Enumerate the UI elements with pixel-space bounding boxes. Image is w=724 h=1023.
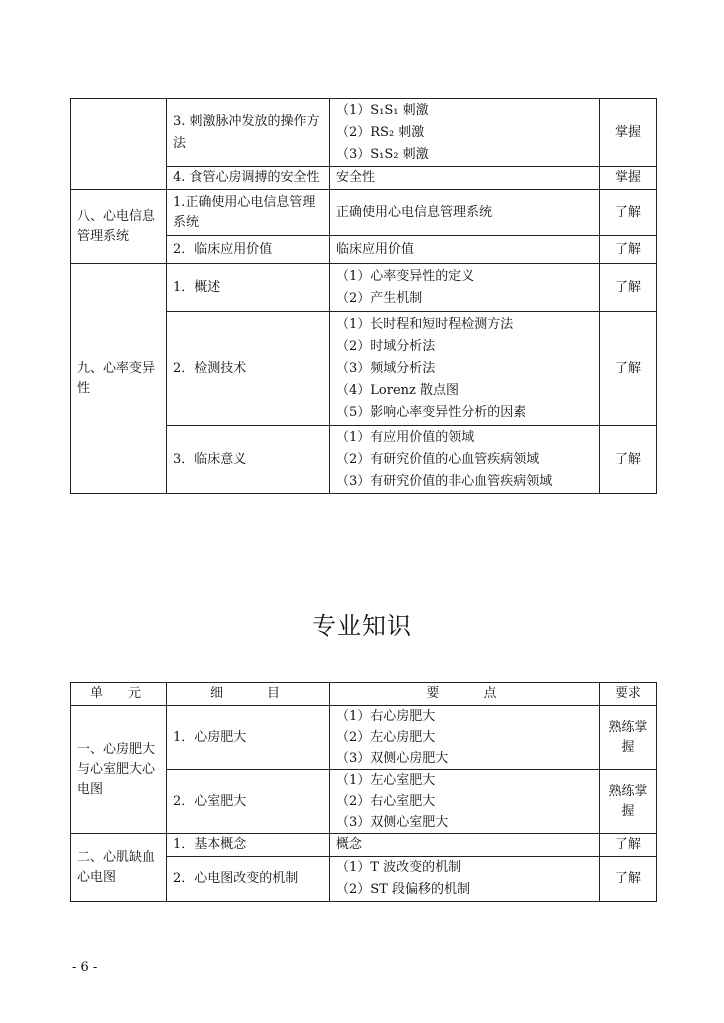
- requirement-cell: 了解: [600, 190, 657, 236]
- point-item: （3）有研究价值的非心血管疾病领域: [336, 473, 553, 489]
- detail-cell: 4. 食管心房调搏的安全性: [167, 167, 330, 190]
- page-number: - 6 -: [72, 960, 98, 975]
- point-item: （1）心率变异性的定义: [336, 268, 475, 284]
- point-item: （2）右心室肥大: [336, 794, 436, 809]
- point-item: （1）S₁S₁ 刺激: [336, 102, 429, 118]
- requirement-cell: 熟练掌握: [600, 770, 657, 834]
- point-item: （3）双侧心室肥大: [336, 815, 449, 830]
- requirement-cell: 了解: [600, 312, 657, 426]
- professional-knowledge-table: [70, 682, 657, 902]
- unit-cell: 二、心肌缺血心电图: [71, 834, 167, 902]
- detail-cell: 1．概述: [167, 264, 330, 312]
- detail-cell: 1．心房肥大: [167, 706, 330, 770]
- detail-cell: 3．临床意义: [167, 426, 330, 494]
- table-row: [71, 706, 657, 770]
- requirement-cell: 了解: [600, 264, 657, 312]
- points-cell: [330, 426, 600, 494]
- header-points: 要 点: [330, 683, 600, 706]
- table-row: [71, 264, 657, 312]
- requirement-cell: 了解: [600, 236, 657, 264]
- point-item: （5）影响心率变异性分析的因素: [336, 404, 527, 420]
- point-item: （2）ST 段偏移的机制: [336, 882, 470, 897]
- header-requirement: 要求: [600, 683, 657, 706]
- header-detail: 细 目: [167, 683, 330, 706]
- point-item: （4）Lorenz 散点图: [336, 382, 459, 398]
- point-item: （3）双侧心房肥大: [336, 751, 449, 766]
- table-row: [71, 190, 657, 236]
- point-item: （1）左心室肥大: [336, 773, 436, 788]
- requirement-cell: 了解: [600, 834, 657, 857]
- points-cell: 正确使用心电信息管理系统: [330, 190, 600, 236]
- syllabus-table-continued: [70, 98, 657, 494]
- points-cell: [330, 99, 600, 167]
- point-item: （1）有应用价值的领域: [336, 429, 475, 445]
- requirement-cell: 了解: [600, 426, 657, 494]
- unit-cell: 一、心房肥大与心室肥大心电图: [71, 706, 167, 834]
- requirement-cell: 熟练掌握: [600, 706, 657, 770]
- detail-cell: 2．临床应用价值: [167, 236, 330, 264]
- point-item: （2）左心房肥大: [336, 730, 436, 745]
- header-unit: 单 元: [71, 683, 167, 706]
- requirement-cell: 掌握: [600, 167, 657, 190]
- detail-cell: 1．基本概念: [167, 834, 330, 857]
- point-item: （1）右心房肥大: [336, 709, 436, 724]
- points-cell: 安全性: [330, 167, 600, 190]
- unit-cell: 九、心率变异性: [71, 264, 167, 494]
- points-cell: [330, 312, 600, 426]
- table-row: [71, 99, 657, 167]
- point-item: （1）T 波改变的机制: [336, 860, 462, 875]
- detail-cell: 3. 刺激脉冲发放的操作方法: [167, 99, 330, 167]
- points-cell: 临床应用价值: [330, 236, 600, 264]
- points-cell: 概念: [330, 834, 600, 857]
- detail-cell: 2．心电图改变的机制: [167, 857, 330, 902]
- detail-cell: 1.正确使用心电信息管理系统: [167, 190, 330, 236]
- point-item: （3）频域分析法: [336, 360, 436, 376]
- detail-cell: 2．检测技术: [167, 312, 330, 426]
- points-cell: [330, 857, 600, 902]
- table-header-row: [71, 683, 657, 706]
- unit-cell: 八、心电信息管理系统: [71, 190, 167, 264]
- points-cell: [330, 770, 600, 834]
- detail-cell: 2．心室肥大: [167, 770, 330, 834]
- section-title: 专业知识: [312, 612, 412, 640]
- point-item: （2）产生机制: [336, 290, 423, 306]
- point-item: （2）时域分析法: [336, 338, 436, 354]
- point-item: （2）RS₂ 刺激: [336, 124, 425, 140]
- point-item: （2）有研究价值的心血管疾病领域: [336, 451, 540, 467]
- point-item: （3）S₁S₂ 刺激: [336, 146, 429, 162]
- table-row: [71, 834, 657, 857]
- points-cell: [330, 706, 600, 770]
- point-item: （1）长时程和短时程检测方法: [336, 316, 514, 332]
- requirement-cell: 了解: [600, 857, 657, 902]
- points-cell: [330, 264, 600, 312]
- unit-cell-empty: [71, 99, 167, 190]
- requirement-cell: 掌握: [600, 99, 657, 167]
